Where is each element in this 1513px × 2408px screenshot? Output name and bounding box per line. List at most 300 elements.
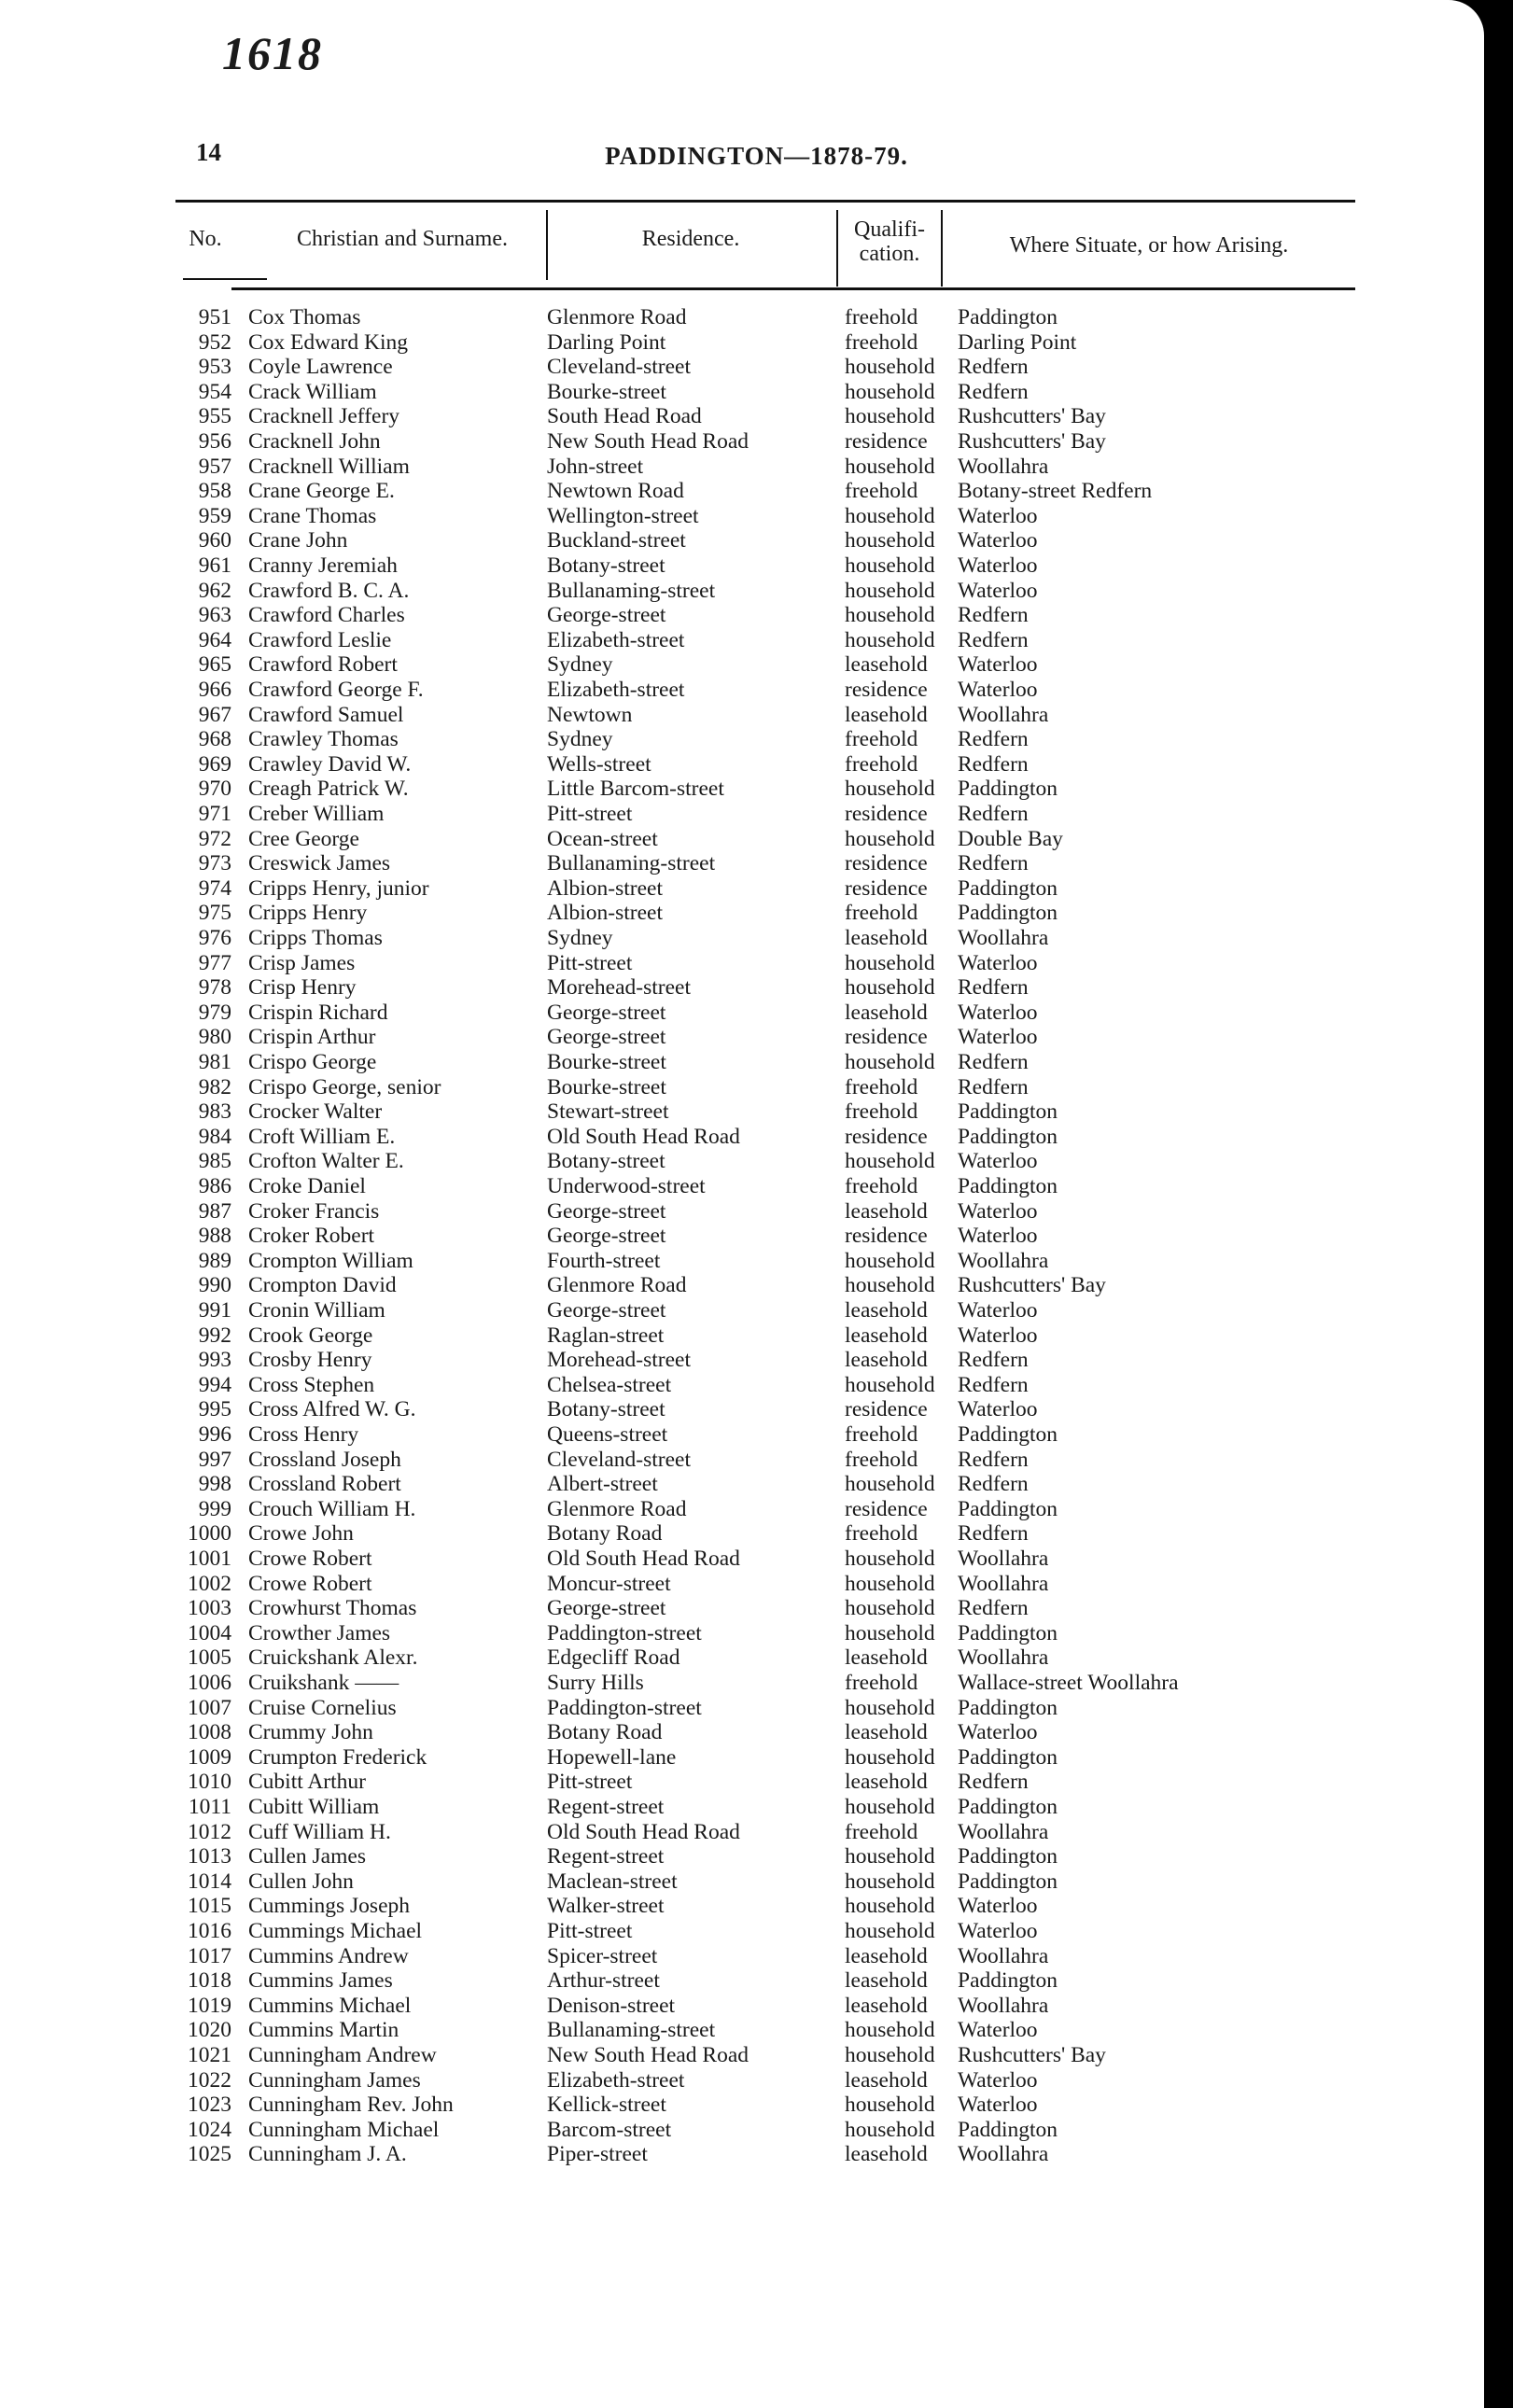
entry-where: Waterloo	[958, 1149, 1038, 1174]
entry-residence: Stewart-street	[547, 1099, 669, 1125]
table-row	[0, 777, 1484, 801]
table-row	[0, 1770, 1484, 1794]
entry-number: 1007	[188, 1695, 231, 1720]
entry-name: Cummins Michael	[248, 1993, 412, 2018]
entry-where: Paddington	[958, 1174, 1058, 1198]
entry-where: Woollahra	[958, 1571, 1049, 1596]
entry-residence: Elizabeth-street	[547, 678, 685, 702]
entry-residence: Underwood-street	[547, 1174, 706, 1198]
entry-number: 1012	[188, 1819, 231, 1844]
entry-qualification: freehold	[845, 751, 918, 777]
entry-where: Woollahra	[958, 926, 1049, 950]
entry-qualification: freehold	[845, 1671, 918, 1695]
entry-qualification: leasehold	[845, 926, 928, 950]
entry-where: Paddington	[958, 875, 1058, 901]
entry-name: Crawford Leslie	[248, 627, 392, 652]
entry-residence: Sydney	[547, 926, 613, 950]
entry-residence: Botany Road	[547, 1521, 663, 1547]
entry-number: 1009	[188, 1744, 231, 1770]
entry-number: 1002	[188, 1571, 231, 1596]
entry-where: Rushcutters' Bay	[958, 429, 1106, 454]
entry-number: 969	[198, 751, 231, 777]
entry-name: Cracknell Jeffery	[248, 404, 400, 429]
entry-where: Waterloo	[958, 652, 1038, 678]
entry-name: Cunningham Michael	[248, 2117, 440, 2142]
entry-residence: Morehead-street	[547, 975, 691, 1001]
table-row	[0, 455, 1484, 479]
entry-number: 976	[198, 926, 231, 950]
entry-name: Cubitt William	[248, 1795, 380, 1819]
entry-where: Paddington	[958, 1968, 1058, 1994]
entry-qualification: household	[845, 1844, 935, 1869]
entry-residence: Cleveland-street	[547, 1447, 691, 1472]
table-row	[0, 727, 1484, 751]
entry-number: 995	[198, 1397, 231, 1422]
entry-residence: Pitt-street	[547, 950, 633, 975]
entry-qualification: freehold	[845, 1074, 918, 1099]
table-row	[0, 703, 1484, 727]
table-row	[0, 1099, 1484, 1124]
entry-qualification: household	[845, 404, 935, 429]
entry-qualification: leasehold	[845, 652, 928, 678]
entry-residence: Walker-street	[547, 1894, 665, 1919]
entry-where: Paddington	[958, 1422, 1058, 1447]
entry-name: Crook George	[248, 1323, 373, 1348]
entry-name: Crisp Henry	[248, 975, 357, 1001]
table-row	[0, 579, 1484, 603]
entry-number: 998	[198, 1472, 231, 1497]
entry-qualification: leasehold	[845, 1968, 928, 1994]
entry-residence: Bullanaming-street	[547, 578, 716, 603]
entry-residence: George-street	[547, 1000, 666, 1025]
entry-where: Redfern	[958, 1472, 1029, 1497]
entry-where: Waterloo	[958, 2093, 1038, 2118]
entry-residence: Queens-street	[547, 1422, 668, 1447]
entry-where: Paddington	[958, 1795, 1058, 1819]
entry-residence: George-street	[547, 1198, 666, 1224]
table-row	[0, 1745, 1484, 1770]
entry-residence: George-street	[547, 603, 666, 628]
entry-residence: Regent-street	[547, 1844, 665, 1869]
table-row	[0, 975, 1484, 1000]
entry-where: Rushcutters' Bay	[958, 404, 1106, 429]
entry-name: Cubitt Arthur	[248, 1770, 366, 1795]
entry-qualification: household	[845, 1744, 935, 1770]
entry-qualification: household	[845, 1571, 935, 1596]
entry-residence: Wells-street	[547, 751, 651, 777]
entry-residence: Spicer-street	[547, 1943, 658, 1968]
entry-name: Crossland Robert	[248, 1472, 401, 1497]
entry-where: Redfern	[958, 802, 1029, 826]
entry-where: Waterloo	[958, 1000, 1038, 1025]
entry-where: Redfern	[958, 851, 1029, 876]
table-row	[0, 628, 1484, 652]
table-row	[0, 2068, 1484, 2093]
entry-number: 999	[198, 1496, 231, 1521]
entry-qualification: leasehold	[845, 1720, 928, 1745]
entry-residence: Wellington-street	[547, 503, 699, 528]
entry-number: 1016	[188, 1919, 231, 1943]
entry-number: 1020	[188, 2018, 231, 2043]
entry-name: Crispo George	[248, 1050, 377, 1074]
entry-qualification: leasehold	[845, 1943, 928, 1968]
table-row	[0, 827, 1484, 851]
entry-residence: Botany-street	[547, 1397, 665, 1422]
entry-number: 1001	[188, 1547, 231, 1571]
entry-residence: George-street	[547, 1298, 666, 1323]
entry-where: Waterloo	[958, 1025, 1038, 1050]
entry-number: 971	[198, 802, 231, 826]
entry-name: Crack William	[248, 379, 377, 404]
entry-name: Crowe John	[248, 1521, 354, 1547]
entry-number: 959	[198, 503, 231, 528]
entry-where: Darling Point	[958, 329, 1077, 355]
entry-number: 967	[198, 702, 231, 727]
entry-residence: Maclean-street	[547, 1869, 678, 1894]
entry-qualification: residence	[845, 851, 928, 876]
entry-where: Redfern	[958, 1372, 1029, 1397]
table-row	[0, 479, 1484, 503]
table-row	[0, 926, 1484, 950]
entry-where: Double Bay	[958, 826, 1063, 851]
page-number: 14	[196, 138, 221, 166]
entry-qualification: household	[845, 1795, 935, 1819]
entry-name: Cummings Michael	[248, 1919, 423, 1943]
table-row	[0, 603, 1484, 627]
entry-name: Coyle Lawrence	[248, 355, 393, 380]
entry-name: Cronin William	[248, 1298, 385, 1323]
entry-residence: George-street	[547, 1224, 666, 1249]
entry-name: Cross Henry	[248, 1422, 359, 1447]
entry-number: 961	[198, 553, 231, 578]
entry-number: 962	[198, 578, 231, 603]
table-row	[0, 876, 1484, 901]
entry-qualification: freehold	[845, 1099, 918, 1125]
entry-number: 1008	[188, 1720, 231, 1745]
column-header-qualification: Qualifi- cation.	[854, 217, 925, 266]
entry-residence: New South Head Road	[547, 429, 749, 454]
entry-name: Crawley Thomas	[248, 727, 399, 752]
table-row	[0, 528, 1484, 553]
entry-number: 986	[198, 1174, 231, 1198]
table-row	[0, 1547, 1484, 1571]
entry-where: Paddington	[958, 305, 1058, 329]
entry-residence: Edgecliff Road	[547, 1645, 680, 1671]
entry-residence: Pitt-street	[547, 802, 633, 826]
entry-number: 977	[198, 950, 231, 975]
column-divider-where	[941, 210, 943, 287]
entry-where: Redfern	[958, 627, 1029, 652]
table-row	[0, 851, 1484, 875]
entry-number: 954	[198, 379, 231, 404]
entry-where: Waterloo	[958, 2067, 1038, 2093]
entry-qualification: leasehold	[845, 2142, 928, 2167]
page-title: PADDINGTON—1878-79.	[605, 142, 908, 170]
entry-residence: New South Head Road	[547, 2043, 749, 2067]
entry-name: Cree George	[248, 826, 359, 851]
entry-qualification: leasehold	[845, 1770, 928, 1795]
entry-qualification: household	[845, 578, 935, 603]
entry-name: Crawford Robert	[248, 652, 398, 678]
table-row	[0, 1795, 1484, 1819]
entry-qualification: residence	[845, 1397, 928, 1422]
column-header-residence: Residence.	[641, 227, 740, 251]
entry-name: Cross Alfred W. G.	[248, 1397, 416, 1422]
entry-name: Croft William E.	[248, 1124, 396, 1149]
table-row	[0, 1174, 1484, 1198]
table-row	[0, 1149, 1484, 1173]
entry-where: Woollahra	[958, 702, 1049, 727]
entry-where: Waterloo	[958, 578, 1038, 603]
entry-qualification: residence	[845, 1224, 928, 1249]
entry-qualification: freehold	[845, 1422, 918, 1447]
entry-name: Cruikshank ——	[248, 1671, 399, 1695]
entry-number: 1013	[188, 1844, 231, 1869]
entry-qualification: residence	[845, 1025, 928, 1050]
page-edge-shadow	[1484, 0, 1513, 2408]
entry-residence: Albert-street	[547, 1472, 658, 1497]
entry-where: Paddington	[958, 1744, 1058, 1770]
table-row	[0, 404, 1484, 428]
table-row	[0, 1820, 1484, 1844]
entry-residence: Albion-street	[547, 875, 663, 901]
entry-where: Waterloo	[958, 2018, 1038, 2043]
entry-qualification: residence	[845, 802, 928, 826]
entry-number: 978	[198, 975, 231, 1001]
table-row	[0, 1199, 1484, 1224]
entry-number: 984	[198, 1124, 231, 1149]
entry-name: Crawford B. C. A.	[248, 578, 410, 603]
entry-qualification: household	[845, 528, 935, 553]
table-row	[0, 429, 1484, 454]
entry-residence: Kellick-street	[547, 2093, 666, 2118]
entry-where: Redfern	[958, 379, 1029, 404]
table-row	[0, 752, 1484, 777]
entry-number: 980	[198, 1025, 231, 1050]
entry-qualification: household	[845, 777, 935, 802]
entry-name: Crane Thomas	[248, 503, 377, 528]
entry-number: 993	[198, 1348, 231, 1373]
entry-name: Cruickshank Alexr.	[248, 1645, 418, 1671]
entry-qualification: household	[845, 2018, 935, 2043]
entry-number: 992	[198, 1323, 231, 1348]
entry-name: Crowther James	[248, 1620, 391, 1645]
entry-number: 1005	[188, 1645, 231, 1671]
entry-where: Waterloo	[958, 503, 1038, 528]
entry-number: 1024	[188, 2117, 231, 2142]
entry-name: Croker Francis	[248, 1198, 380, 1224]
header-top-rule	[175, 200, 1355, 203]
table-row	[0, 355, 1484, 379]
entry-residence: Old South Head Road	[547, 1547, 740, 1571]
table-row	[0, 1422, 1484, 1447]
entry-residence: Chelsea-street	[547, 1372, 672, 1397]
entry-where: Woollahra	[958, 2142, 1049, 2167]
header-bottom-rule	[231, 287, 1355, 290]
entry-qualification: leasehold	[845, 1348, 928, 1373]
entry-number: 1025	[188, 2142, 231, 2167]
entry-where: Redfern	[958, 1596, 1029, 1621]
entry-name: Crofton Walter E.	[248, 1149, 404, 1174]
entry-name: Crispin Richard	[248, 1000, 388, 1025]
entry-residence: Newtown Road	[547, 479, 684, 504]
entry-residence: Raglan-street	[547, 1323, 665, 1348]
entry-number: 973	[198, 851, 231, 876]
entry-name: Crawford Samuel	[248, 702, 404, 727]
entry-number: 960	[198, 528, 231, 553]
entry-residence: Pitt-street	[547, 1919, 633, 1943]
entry-name: Cripps Thomas	[248, 926, 383, 950]
entry-where: Redfern	[958, 355, 1029, 380]
entry-name: Cracknell William	[248, 454, 410, 479]
entry-residence: Bullanaming-street	[547, 2018, 716, 2043]
entry-name: Crowe Robert	[248, 1547, 372, 1571]
table-row	[0, 1273, 1484, 1297]
column-header-no: No.	[189, 227, 222, 251]
table-row	[0, 1249, 1484, 1273]
entry-residence: Bourke-street	[547, 1050, 666, 1074]
entry-residence: Ocean-street	[547, 826, 658, 851]
entry-number: 974	[198, 875, 231, 901]
entry-number: 1000	[188, 1521, 231, 1547]
entry-qualification: residence	[845, 429, 928, 454]
entry-where: Waterloo	[958, 1298, 1038, 1323]
table-row	[0, 1075, 1484, 1099]
entry-residence: Old South Head Road	[547, 1819, 740, 1844]
entry-where: Paddington	[958, 2117, 1058, 2142]
entry-qualification: household	[845, 975, 935, 1001]
entry-qualification: household	[845, 1273, 935, 1298]
entry-where: Waterloo	[958, 528, 1038, 553]
column-header-name: Christian and Surname.	[297, 227, 508, 251]
table-row	[0, 652, 1484, 677]
table-row	[0, 1001, 1484, 1025]
entry-qualification: freehold	[845, 901, 918, 926]
entry-qualification: residence	[845, 1124, 928, 1149]
entry-name: Crawley David W.	[248, 751, 412, 777]
entry-where: Redfern	[958, 1074, 1029, 1099]
entry-number: 966	[198, 678, 231, 702]
entry-residence: Buckland-street	[547, 528, 686, 553]
entry-number: 985	[198, 1149, 231, 1174]
entry-name: Cummins James	[248, 1968, 393, 1994]
table-row	[0, 1125, 1484, 1149]
entry-residence: Darling Point	[547, 329, 666, 355]
table-row	[0, 1472, 1484, 1496]
entry-where: Waterloo	[958, 553, 1038, 578]
entry-residence: Moncur-street	[547, 1571, 671, 1596]
entry-residence: Denison-street	[547, 1993, 676, 2018]
table-row	[0, 1448, 1484, 1472]
table-row	[0, 901, 1484, 925]
entry-name: Cummins Andrew	[248, 1943, 409, 1968]
entry-residence: Bourke-street	[547, 379, 666, 404]
entry-number: 982	[198, 1074, 231, 1099]
entry-residence: Sydney	[547, 652, 613, 678]
entry-qualification: leasehold	[845, 1993, 928, 2018]
entry-where: Wallace-street Woollahra	[958, 1671, 1179, 1695]
entry-name: Cummins Martin	[248, 2018, 399, 2043]
entry-number: 965	[198, 652, 231, 678]
entry-qualification: household	[845, 1894, 935, 1919]
table-row	[0, 1348, 1484, 1372]
entry-number: 997	[198, 1447, 231, 1472]
entry-where: Waterloo	[958, 1397, 1038, 1422]
entry-number: 1011	[188, 1795, 231, 1819]
entry-number: 1003	[188, 1596, 231, 1621]
entry-name: Croker Robert	[248, 1224, 375, 1249]
table-row	[0, 678, 1484, 702]
entry-name: Cunningham J. A.	[248, 2142, 407, 2167]
entry-residence: Paddington-street	[547, 1620, 702, 1645]
entry-qualification: household	[845, 1919, 935, 1943]
entry-name: Crawford Charles	[248, 603, 405, 628]
entry-name: Crompton David	[248, 1273, 397, 1298]
entry-name: Cummings Joseph	[248, 1894, 411, 1919]
entry-qualification: leasehold	[845, 1298, 928, 1323]
entry-residence: Glenmore Road	[547, 305, 687, 329]
entry-residence: Botany-street	[547, 1149, 665, 1174]
entry-where: Rushcutters' Bay	[958, 1273, 1106, 1298]
entry-qualification: freehold	[845, 305, 918, 329]
table-row	[0, 1720, 1484, 1744]
table-row	[0, 1224, 1484, 1248]
entry-qualification: household	[845, 553, 935, 578]
table-row	[0, 1645, 1484, 1670]
entry-number: 988	[198, 1224, 231, 1249]
entry-where: Paddington	[958, 1496, 1058, 1521]
entry-where: Woollahra	[958, 1547, 1049, 1571]
entry-qualification: leasehold	[845, 1198, 928, 1224]
entry-qualification: household	[845, 826, 935, 851]
entry-residence: Barcom-street	[547, 2117, 672, 2142]
entry-qualification: leasehold	[845, 1645, 928, 1671]
entry-residence: John-street	[547, 454, 644, 479]
entry-number: 963	[198, 603, 231, 628]
table-row	[0, 1373, 1484, 1397]
entry-name: Cripps Henry, junior	[248, 875, 429, 901]
entry-name: Cuff William H.	[248, 1819, 391, 1844]
entry-number: 1017	[188, 1943, 231, 1968]
entry-qualification: freehold	[845, 727, 918, 752]
entry-number: 964	[198, 627, 231, 652]
entry-qualification: household	[845, 2043, 935, 2067]
table-row	[0, 1521, 1484, 1546]
entry-where: Waterloo	[958, 1720, 1038, 1745]
entry-qualification: household	[845, 1372, 935, 1397]
entry-qualification: household	[845, 1869, 935, 1894]
entry-residence: George-street	[547, 1596, 666, 1621]
entry-number: 979	[198, 1000, 231, 1025]
entry-where: Waterloo	[958, 1198, 1038, 1224]
entry-name: Creswick James	[248, 851, 391, 876]
entry-number: 983	[198, 1099, 231, 1125]
entry-residence: Fourth-street	[547, 1248, 661, 1273]
entry-number: 956	[198, 429, 231, 454]
entry-qualification: household	[845, 1248, 935, 1273]
entry-number: 1018	[188, 1968, 231, 1994]
table-row	[0, 2118, 1484, 2142]
entry-number: 981	[198, 1050, 231, 1074]
entry-where: Waterloo	[958, 1224, 1038, 1249]
table-row	[0, 802, 1484, 826]
table-row	[0, 1397, 1484, 1421]
entry-number: 1021	[188, 2043, 231, 2067]
entry-where: Paddington	[958, 1124, 1058, 1149]
entry-where: Botany-street Redfern	[958, 479, 1153, 504]
entry-name: Cunningham James	[248, 2067, 421, 2093]
table-row	[0, 1894, 1484, 1918]
